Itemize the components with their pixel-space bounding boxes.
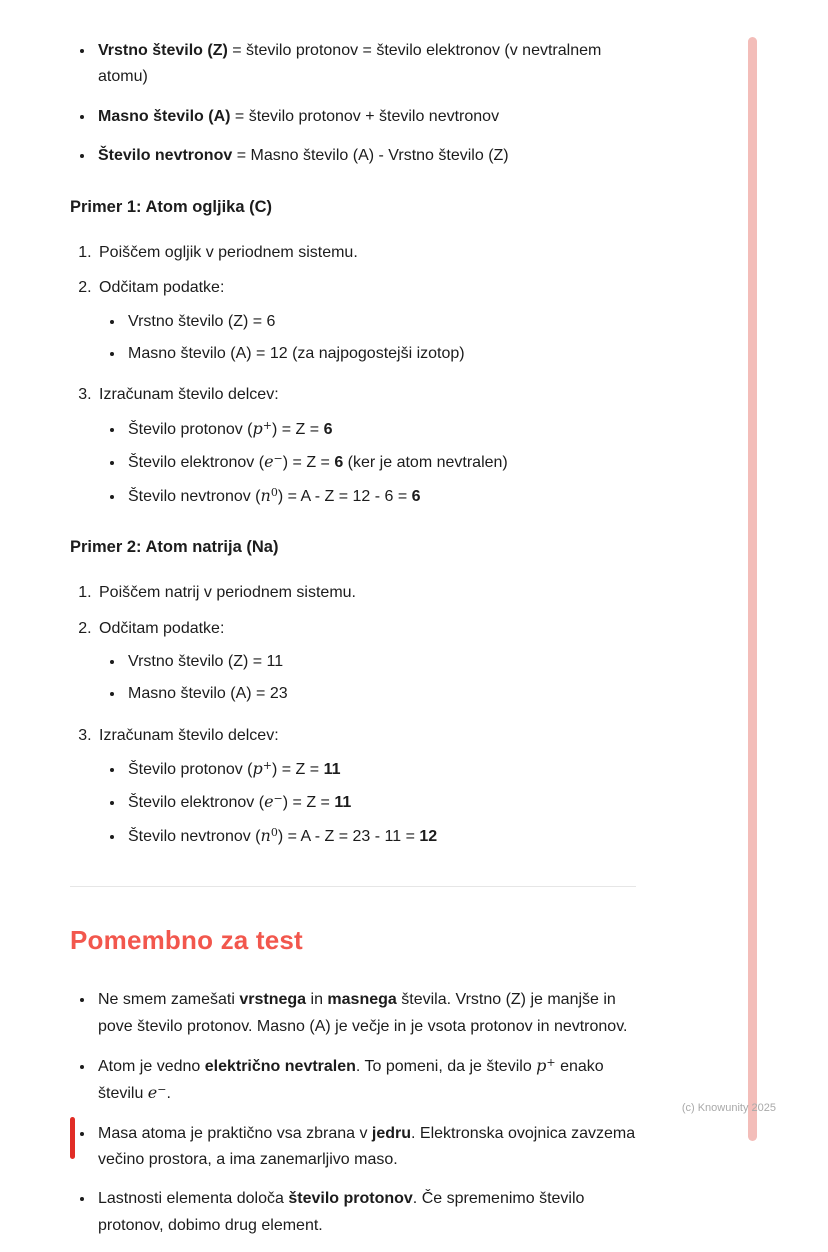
list-item bbox=[96, 580, 636, 606]
sub-text: Masno število (A) = 23 bbox=[128, 685, 288, 703]
list-item bbox=[125, 756, 636, 783]
sub-list bbox=[99, 309, 636, 368]
list-item bbox=[95, 1121, 636, 1174]
section-primer1 bbox=[70, 194, 636, 510]
note-text: Masa atoma je praktično vsa zbrana v jedru. Elektronska ovojnica zavzema večino prostora, a ima zanemarljivo maso. bbox=[98, 1124, 636, 1169]
note-text: Atom je vedno električno nevtralen. To pomeni, da je število p+ enako številu e−. bbox=[98, 1055, 604, 1103]
section-primer2 bbox=[70, 534, 636, 850]
primer1-heading: Primer 1: Atom ogljika (C) bbox=[70, 197, 273, 216]
definition-text: Število nevtronov = Masno število (A) - Vrstno število (Z) bbox=[98, 147, 509, 165]
sub-list bbox=[99, 416, 636, 510]
section-divider bbox=[70, 886, 636, 887]
list-item bbox=[125, 789, 636, 816]
definition-text: Masno število (A) = število protonov + število nevtronov bbox=[98, 107, 500, 125]
list-item bbox=[125, 649, 636, 675]
sub-text: Vrstno število (Z) = 11 bbox=[128, 652, 284, 670]
list-item bbox=[95, 987, 636, 1040]
list-item bbox=[125, 309, 636, 335]
list-item bbox=[96, 240, 636, 266]
list-item bbox=[96, 616, 636, 708]
list-item bbox=[125, 483, 636, 510]
pomembno-list bbox=[70, 987, 636, 1239]
step-text: Poiščem ogljik v periodnem sistemu. bbox=[99, 243, 358, 261]
primer2-steps bbox=[70, 580, 636, 850]
step-text: Izračunam število delcev: bbox=[99, 386, 279, 404]
sub-text: Število elektronov (e−) = Z = 11 bbox=[128, 792, 352, 812]
list-item bbox=[125, 341, 636, 367]
step-text: Izračunam število delcev: bbox=[99, 726, 279, 744]
sub-text: Število nevtronov $(n^0) = A - Z = 23 - 11 = 12$ bbox=[128, 825, 438, 845]
definition-text: Vrstno število (Z) = število protonov = število elektronov (v nevtralnem atomu) bbox=[98, 42, 602, 86]
list-item bbox=[95, 104, 636, 130]
primer2-heading: Primer 2: Atom natrija (Na) bbox=[70, 537, 279, 556]
list-item bbox=[95, 1186, 636, 1239]
step-text: Odčitam podatke: bbox=[99, 279, 225, 297]
sub-text: Vrstno število (Z) = 6 bbox=[128, 312, 276, 330]
list-item bbox=[125, 823, 636, 850]
primer1-steps bbox=[70, 240, 636, 510]
page-edge-bar bbox=[748, 37, 757, 1141]
list-item bbox=[95, 38, 636, 91]
sub-text: Število elektronov (e−) = Z = 6 (ker je atom nevtralen) bbox=[128, 452, 508, 472]
list-item bbox=[96, 275, 636, 367]
watermark: (c) Knowunity 2025 bbox=[681, 1102, 776, 1114]
sub-list bbox=[99, 649, 636, 708]
step-text: Poiščem natrij v periodnem sistemu. bbox=[99, 584, 356, 602]
note-text: Lastnosti elementa določa število protonov. Če spremenimo število protonov, dobimo drug element. bbox=[98, 1190, 585, 1234]
list-item bbox=[95, 1053, 636, 1108]
blockquote-bar bbox=[70, 1117, 75, 1159]
sub-list bbox=[99, 756, 636, 850]
list-item bbox=[125, 416, 636, 443]
definitions-list bbox=[70, 38, 636, 170]
document-content bbox=[70, 38, 636, 1252]
list-item bbox=[125, 449, 636, 476]
list-item bbox=[96, 723, 636, 851]
note-text: Ne smem zamešati vrstnega in masnega števila. Vrstno (Z) je manjše in pove število protonov. Masno (A) je večje in je vsota protonov in nevtronov. bbox=[98, 991, 628, 1035]
pomembno-heading: Pomembno za test bbox=[70, 925, 303, 956]
list-item bbox=[96, 382, 636, 510]
sub-text: Masno število (A) = 12 (za najpogostejši izotop) bbox=[128, 344, 465, 362]
list-item bbox=[95, 143, 636, 169]
sub-text: Število protonov (p+) = Z = 11 bbox=[128, 759, 341, 779]
sub-text: Število protonov (p+) = Z = 6 bbox=[128, 418, 333, 438]
sub-text: Število nevtronov $(n^0) = A - Z = 12 - 6 = 6$ bbox=[128, 485, 421, 505]
step-text: Odčitam podatke: bbox=[99, 619, 225, 637]
section-pomembno bbox=[70, 919, 636, 1239]
list-item bbox=[125, 681, 636, 707]
